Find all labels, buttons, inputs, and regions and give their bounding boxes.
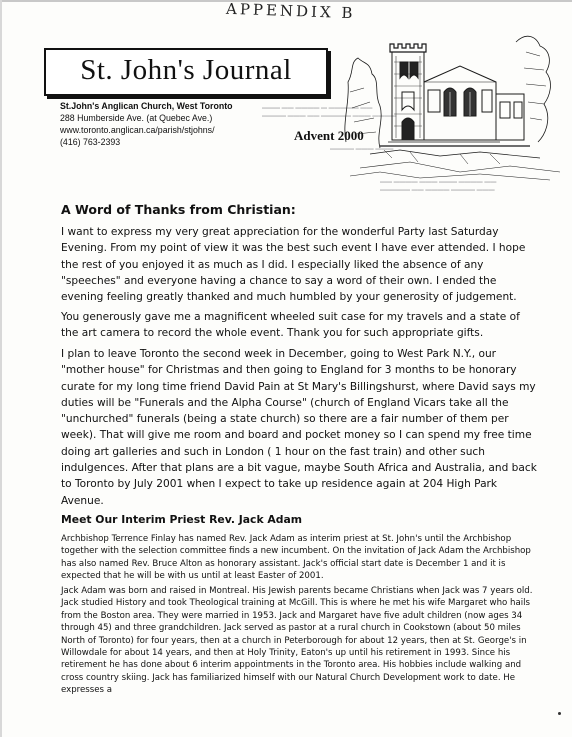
phone-number: (416) 763-2393	[60, 137, 121, 147]
journal-title: St. John's Journal	[80, 54, 292, 86]
article-paragraph: Jack Adam was born and raised in Montreal. His Jewish parents became Christians when Jack was 7 years old. Jack studied History and took Theological training at McGill. This is where he met his wife Margaret who hails from the Boston area. They were married in 1953. Jack and Margaret have five adult children (now ages 34 through 45) and three grandchildren. Jack served as pastor at a rural church in Cookstown (about 50 miles North of Toronto) for four years, then at a church in Peterborough for about 12 years, then at St. George's in Willowdale for about 14 years, and then at Holy Trinity, Eaton's up until his retirement in 1993. Since his retirement he has done about 6 interim appointments in the Toronto area. His hobbies include walking and cross country skiing. Jack has familiarized himself with our Natural Church Development work to date. He expresses a	[61, 586, 533, 696]
article-heading: Meet Our Interim Priest Rev. Jack Adam	[61, 513, 303, 526]
article-paragraph: Archbishop Terrence Finlay has named Rev. Jack Adam as interim priest at St. John's until the Archbishop together with the selection committee finds a new incumbent. On the invitation of Jack Adam the Archbishop has also named Rev. Bruce Alton as honorary assistant. Jack's official start date is December 1 and it is expected that he will be with us until at least Easter of 2001.	[61, 534, 531, 582]
website: www.toronto.anglican.ca/parish/stjohns/	[60, 125, 215, 135]
bleed-through-text: ▬▬ ▬▬▬▬ ▬▬▬ ▬▬▬ ▬▬▬▬ ▬▬ ▬▬▬▬▬ ▬▬ ▬▬▬▬ ▬▬▬▬ ▬▬▬	[380, 179, 497, 193]
street-address: 288 Humberside Ave. (at Quebec Ave.)	[60, 113, 213, 123]
bleed-through-text: ▬▬▬ ▬▬ ▬▬▬▬ ▬ ▬▬▬▬▬ ▬▬ ▬▬▬▬ ▬▬▬ ▬▬ ▬▬▬▬▬ ▬▬▬ ▬▬▬▬	[262, 105, 397, 119]
masthead	[44, 48, 328, 96]
bleed-through-text: ▬▬▬▬ ▬▬▬ ▬▬▬	[330, 146, 394, 152]
church-address-block	[60, 100, 233, 148]
scan-speck	[558, 712, 561, 715]
church-name: St.John's Anglican Church, West Toronto	[60, 101, 233, 111]
article-heading: A Word of Thanks from Christian:	[61, 202, 296, 217]
article-paragraph: You generously gave me a magnificent wheeled suit case for my travels and a state of the art camera to record the whole event. Thank you for such appropriate gifts.	[61, 311, 520, 340]
article-paragraph: I want to express my very great appreciation for the wonderful Party last Saturday Evening. From my point of view it was the best such event I have ever attended. I hope the rest of you enjoyed it as much as I did. I especially liked the absence of any "speeches" and everyone having a chance to say a word of their own. I ended the evening feeling greatly thanked and much humbled by your generosity of judgement.	[61, 226, 526, 304]
handwritten-annotation: APPENDIX B	[225, 0, 356, 23]
article-paragraph: I plan to leave Toronto the second week in December, going to West Park N.Y., our "mother house" for Christmas and then going to England for 3 months to be honorary curate for my long time friend David Pain at St Mary's Billingshurst, where David says my duties will be "Funerals and the Alpha Course" (church of England Vicars take all the "unchurched" funerals (being a state church) so there are a fair number of them per week). That will give me room and board and pocket money so I can spend my free time doing art galleries and such in London ( 1 hour on the fast train) and other such indulgences. After that plans are a bit vague, maybe South Africa and Australia, and back to Toronto by July 2001 when I expect to take up residence again at 204 High Park Avenue.	[61, 348, 537, 507]
edition-label: Advent 2000	[294, 128, 364, 143]
church-illustration-icon	[340, 22, 566, 182]
page-edge	[0, 0, 2, 737]
